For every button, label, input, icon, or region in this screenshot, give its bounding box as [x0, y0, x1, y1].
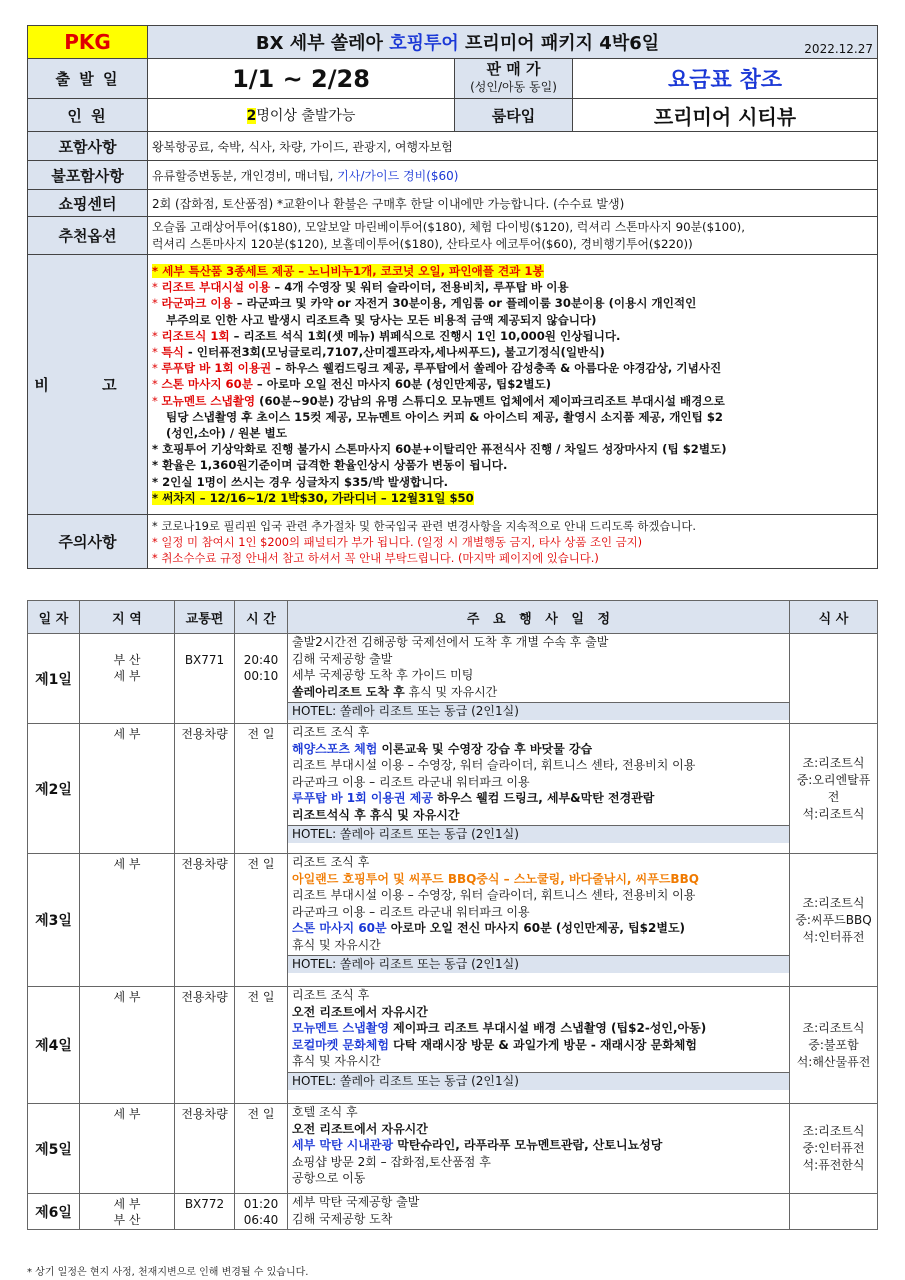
transport: 전용차량 [175, 987, 235, 1104]
table-row [28, 724, 878, 854]
transport: 전용차량 [175, 1104, 235, 1194]
col-time: 시 간 [235, 601, 288, 634]
area: 세 부 [80, 987, 175, 1104]
col-day: 일 자 [28, 601, 80, 634]
col-main-schedule: 주 요 행 사 일 정 [288, 601, 790, 634]
caution-list: * 코로나19로 필리핀 입국 관련 추가절차 및 한국입국 관련 변경사항을 지속적으로 안내 드리도록 하겠습니다. * 일정 미 참여시 1인 $200의 패널티가 부가 됩니다. (일정 시 개별행동 금지, 타사 상품 조인 금지) * 취소수수료 규정 안내서 참고 하셔서 꼭 안내 부탁드립니다. (마지막 페이지에 있습니다.) [148, 515, 878, 569]
day-1: 제1일 [28, 634, 80, 724]
day-4: 제4일 [28, 987, 80, 1104]
people-value: 2명이상 출발가능 [148, 99, 455, 132]
transport: 전용차량 [175, 854, 235, 987]
time: 20:40 00:10 [235, 634, 288, 724]
time: 전 일 [235, 724, 288, 854]
package-title: BX 세부 쏠레아 호핑투어 프리미어 패키지 4박6일 2022.12.27 [148, 26, 878, 59]
activities: 리조트 조식 후 아일랜드 호핑투어 및 씨푸드 BBQ중식 – 스노쿨링, 바다줄낚시, 씨푸드BBQ 리조트 부대시설 이용 – 수영장, 워터 슬라이더, 휘트니스 센타, 전용비치 이용 라군파크 이용 – 리조트 라군내 워터파크 이용 스톤 마사지 60분 아로마 오일 전신 마사지 60분 (성인만제공, 팁$2별도) 휴식 및 자유시간 HOTEL: 쏠레아 리조트 또는 동급 (2인1실) [288, 854, 790, 987]
exclude-label: 불포함사항 [28, 161, 148, 190]
col-transport: 교통편 [175, 601, 235, 634]
transport: BX771 [175, 634, 235, 724]
time: 01:20 06:40 [235, 1194, 288, 1230]
meals: 조:리조트식 중:씨푸드BBQ 석:인터퓨전 [790, 854, 878, 987]
meals: 조:리조트식 중:불포함 석:해산물퓨전 [790, 987, 878, 1104]
day-2: 제2일 [28, 724, 80, 854]
room-label: 룸타입 [455, 99, 573, 132]
hotel-info: HOTEL: 쏠레아 리조트 또는 동급 (2인1실) [288, 1072, 789, 1090]
depart-label: 출 발 일 [28, 59, 148, 99]
hotel-info: HOTEL: 쏠레아 리조트 또는 동급 (2인1실) [288, 702, 789, 720]
meals: 조:리조트식 중:인터퓨전 석:퓨전한식 [790, 1104, 878, 1194]
option-value: 오슬롭 고래상어투어($180), 모알보알 마린베이투어($180), 체험 다이빙($120), 럭셔리 스톤마사지 90분($100), 럭셔리 스톤마사지 120분($120), 보홀데이투어($180), 산타로사 에코투어($60), 경비행기투어($220)) [148, 217, 878, 255]
activities: 세부 막탄 국제공항 출발 김해 국제공항 도착 [288, 1194, 790, 1230]
col-area: 지 역 [80, 601, 175, 634]
time: 전 일 [235, 987, 288, 1104]
remarks-list: * 세부 특산품 3종세트 제공 – 노니비누1개, 코코넛 오일, 파인애플 견과 1봉 * 리조트 부대시설 이용 – 4개 수영장 및 워터 슬라이더, 전용비치, 루푸탑 바 이용 * 라군파크 이용 – 라군파크 및 카약 or 자전거 30분이용, 게임룸 or 플레이룸 30분이용 (이용시 개인적인 부주의로 인한 사고 발생시 리조트측 및 당사는 모든 비용적 금액 제공되지 않습니다) * 리조트식 1회 – 리조트 석식 1회(셋 메뉴) 뷔페식으로 진행시 1인 10,000원 인상됩니다. * 특식 - 인터퓨전3회(모닝글로리,7107,산미겔프라자,세나씨푸드), 불고기정식(일반식) * 루푸탑 바 1회 이용권 – 하우스 웰컴드링크 제공, 루푸탑에서 쏠레아 감성충족 & 아름다운 야경감상, 기념사진 * 스톤 마사지 60분 – 아로마 오일 전신 마사지 60분 (성인만제공, 팁$2별도) * 모뉴멘트 스냅촬영 (60분~90분) 강남의 유명 스튜디오 모뉴멘트 업체에서 제이파크리조트 부대시설 배경으로 팀당 스냅촬영 후 초이스 15컷 제공, 모뉴멘트 아이스 커피 & 아이스티 제공, 촬영시 소지품 제공, 개인팁 $2 (성인,소아) / 원본 별도 * 호핑투어 기상악화로 진행 불가시 스톤마사지 60분+이탈리안 퓨전식사 진행 / 차일드 성장마사지 (팁 $2별도) * 환율은 1,360원기준이며 급격한 환율인상시 상품가 변동이 됩니다. * 2인실 1명이 쓰시는 경우 싱글차지 $35/박 발생합니다. * 써차지 – 12/16~1/2 1박$30, 가라디너 – 12월31일 $50 [148, 255, 878, 515]
depart-value: 1/1 ~ 2/28 [148, 59, 455, 99]
meals [790, 634, 878, 724]
activities: 리조트 조식 후 오전 리조트에서 자유시간 모뉴멘트 스냅촬영 제이파크 리조트 부대시설 배경 스냅촬영 (팁$2-성인,아동) 로컬마켓 문화체험 다탁 재래시장 방문 & 과일가게 방문 - 재래시장 문화체험 휴식 및 자유시간 HOTEL: 쏠레아 리조트 또는 동급 (2인1실) [288, 987, 790, 1104]
room-value: 프리미어 시티뷰 [573, 99, 878, 132]
issue-date: 2022.12.27 [804, 42, 874, 56]
table-row [28, 1194, 878, 1230]
include-value: 왕복항공료, 숙박, 식사, 차량, 가이드, 관광지, 여행자보험 [148, 132, 878, 161]
hotel-info: HOTEL: 쏠레아 리조트 또는 동급 (2인1실) [288, 825, 789, 843]
day-6: 제6일 [28, 1194, 80, 1230]
area: 세 부 부 산 [80, 1194, 175, 1230]
include-label: 포함사항 [28, 132, 148, 161]
transport: 전용차량 [175, 724, 235, 854]
day-3: 제3일 [28, 854, 80, 987]
area: 세 부 [80, 1104, 175, 1194]
itinerary-table [27, 600, 878, 1230]
price-value: 요금표 참조 [573, 59, 878, 99]
shopping-value: 2회 (잡화점, 토산품점) *교환이나 환불은 구매후 한달 이내에만 가능합니다. (수수료 발생) [148, 190, 878, 217]
meals [790, 1194, 878, 1230]
table-row [28, 1104, 878, 1194]
activities: 리조트 조식 후 해양스포츠 체험 이론교육 및 수영장 강습 후 바닷물 강습 리조트 부대시설 이용 – 수영장, 워터 슬라이더, 휘트니스 센타, 전용비치 이용 라군파크 이용 – 리조트 라군내 워터파크 이용 루푸탑 바 1회 이용권 제공 하우스 웰컴 드링크, 세부&막탄 전경관람 리조트석식 후 휴식 및 자유시간 HOTEL: 쏠레아 리조트 또는 동급 (2인1실) [288, 724, 790, 854]
time: 전 일 [235, 1104, 288, 1194]
activities: 출발2시간전 김해공항 국제선에서 도착 후 개별 수속 후 출발 김해 국제공항 출발 세부 국제공항 도착 후 가이드 미팅 쏠레아리조트 도착 후 휴식 및 자유시간 HOTEL: 쏠레아 리조트 또는 동급 (2인1실) [288, 634, 790, 724]
activities: 호텔 조식 후 오전 리조트에서 자유시간 세부 막탄 시내관광 막탄슈라인, 라푸라푸 모뉴멘트관람, 산토니뇨성당 쇼핑샵 방문 2회 – 잡화점,토산품점 후 공항으로 이동 [288, 1104, 790, 1194]
area: 세 부 [80, 724, 175, 854]
col-meal: 식 사 [790, 601, 878, 634]
people-label: 인 원 [28, 99, 148, 132]
table-row [28, 634, 878, 724]
remarks-label: 비 고 [28, 255, 148, 515]
shopping-label: 쇼핑센터 [28, 190, 148, 217]
table-row [28, 987, 878, 1104]
pkg-badge: PKG [28, 26, 148, 59]
option-label: 추천옵션 [28, 217, 148, 255]
area: 세 부 [80, 854, 175, 987]
exclude-value: 유류할증변동분, 개인경비, 매너팁, 기사/가이드 경비($60) [148, 161, 878, 190]
transport: BX772 [175, 1194, 235, 1230]
hotel-info: HOTEL: 쏠레아 리조트 또는 동급 (2인1실) [288, 955, 789, 973]
time: 전 일 [235, 854, 288, 987]
price-label: 판 매 가 (성인/아동 동일) [455, 59, 573, 99]
day-5: 제5일 [28, 1104, 80, 1194]
meals: 조:리조트식 중:오리엔탈퓨전 석:리조트식 [790, 724, 878, 854]
table-row [28, 854, 878, 987]
area: 부 산 세 부 [80, 634, 175, 724]
package-info-table [27, 25, 878, 569]
caution-label: 주의사항 [28, 515, 148, 569]
footnote: * 상기 일정은 현지 사정, 천재지변으로 인해 변경될 수 있습니다. [27, 1267, 309, 1278]
